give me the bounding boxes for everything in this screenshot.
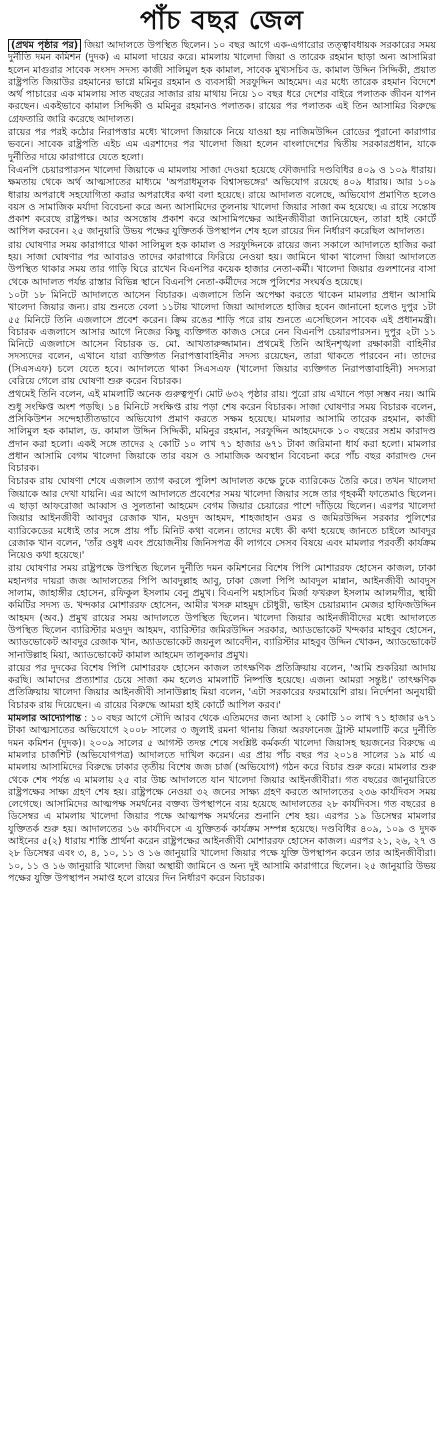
paragraph: প্রথমেই তিনি বলেন, এই মামলাটি অনেক গুরুত্বপূর্ণ। মোট ৬৩২ পৃষ্ঠার রায়। পুরো রায় এখানে পড়া সম্ভব নয়। আমি শুধু সংক্ষিপ্ত অংশ পড়ছি। ১৪ মিনিটে সংক্ষিপ্ত রায় পড়া শেষ করেন বিচারক। সাজা ঘোষণার সময় বিচারক বলেন, প্রসিকিউশন সন্দেহাতীতভাবে অভিযোগ প্রমাণ করতে সক্ষম হয়েছে। মামলার আসামি তারেক রহমান, কাজী সালিমুল হক কামাল, ড. কামাল উদ্দিন সিদ্দিকী, মমিনুর রহমান, সরফুদ্দিন আহমেদকে ১০ বছরের সশ্রম কারাদণ্ড প্রদান করা হলো। একই সঙ্গে তাদের ২ কোটি ১০ লাখ ৭১ হাজার ৬৭১ টাকা জরিমানা ধার্য করা হলো। মামলার প্রধান আসামি বেগম খালেদা জিয়াকে তার বয়স ও সামাজিক অবস্থান বিবেচনা করে পাঁচ বছর কারাদণ্ড দেন বিচারক। [8,389,436,475]
paragraph: ১০টা ১৮ মিনিটে আদালতে আসেন বিচারক। এজলাসে তিনি অপেক্ষা করতে থাকেন মামলার প্রধান আসামি খালেদা জিয়ার জন্য। রায় শুনতে বেলা ১১টায় খালেদা জিয়া আদালতে হাজির হবেন জানানো হলেও দুপুর ১টা ৫৫ মিনিটে তিনি এজলাসে প্রবেশ করেন। ক্রিম রঙের শাড়ি পরে রায় শুনতে এসেছিলেন সাবেক এই প্রধানমন্ত্রী। বিচারক এজলাসে আসার আগে নিজের কিছু ব্যক্তিগত কাজও সেরে নেন বিএনপি চেয়ারপারসন। দুপুর ২টা ১১ মিনিটে এজলাসে আসেন বিচারক ড. মো. আখতারুজ্জামান। প্রথমেই তিনি আইনশৃঙ্খলা রক্ষাকারী বাহিনীর সদস্যদের বলেন, এখানে যারা ব্যক্তিগত নিরাপত্তাবাহিনীর সদস্য রয়েছেন, তারা থাকতে পারবেন না। তাদের (সিএসএফ) চলে যেতে হবে। আদালতে থাকা সিএসএফ (খালেদা জিয়ার ব্যক্তিগত নিরাপত্তাবাহিনী) সদস্যরা বেরিয়ে গেলে রায় ঘোষণা শুরু করেন বিচারক। [8,289,436,388]
paragraph-text: জিয়া আদালতে উপস্থিত ছিলেন। ১০ বছর আগে এক-এগারোর তত্ত্বাবধায়ক সরকারের সময় দুর্নীতি দমন কমিশন (দুদক) এ মামলা দায়ের করে। মামলায় খালেদা জিয়া ও তারেক রহমান ছাড়া অন্য আসামিরা হলেন মাগুরার সাবেক সংসদ সদস্য কাজী সালিমুল হক কামাল, সাবেক মুখ্যসচিব ড. কামাল উদ্দিন সিদ্দিকী, প্রয়াত রাষ্ট্রপতি জিয়াউর রহমানের ভাগ্নে মমিনুর রহমান ও ব্যবসায়ী সরফুদ্দিন আহমেদ। এর মধ্যে তারেক রহমান বিদেশে অর্থ পাচারের এক মামলায় সাত বছরের সাজার রায় মাথায় নিয়ে ১০ বছর ধরে দেশের বাইরে পলাতক জীবন যাপন করছেন। একইভাবে কামাল সিদ্দিকী ও মমিনুর রহমানও পলাতক। রায়ের পর পলাতক এই তিন আসামির বিরুদ্ধে গ্রেফতারি জারি করেছে আদালত। [8,40,436,125]
paragraph: রায়ের পর দুদকের বিশেষ পিপি মোশাররফ হোসেন কাজল তাৎক্ষণিক প্রতিক্রিয়ায় বলেন, 'আমি শুকরিয়া আদায় করছি। আমাদের প্রত্যাশার চেয়ে সাজা কম হলেও মামলাটি নিষ্পত্তি হয়েছে। এজন্য আমরা সন্তুষ্ট।' তাৎক্ষণিক প্রতিক্রিয়ায় খালেদা জিয়ার আইনজীবী সানাউল্লাহ মিয়া বলেন, 'এটা সরকারের ফরমায়েশি রায়। নির্দেশনা অনুযায়ী বিচারক রায় দিয়েছেন। এ রায়ের বিরুদ্ধে আমরা হাই কোর্টে আপিল করব।' [8,662,436,711]
chronology-text: : ১০ বছর আগে সৌদি আরব থেকে এতিমদের জন্য আসা ২ কোটি ১০ লাখ ৭১ হাজার ৬৭১ টাকা আত্মসাতের অভিযোগে ২০০৮ সালের ৩ জুলাই রমনা থানায় জিয়া অরফানেজ ট্রাস্ট মামলাটি করে দুর্নীতি দমন কমিশন (দুদক)। ২০০৯ সালের ৫ আগস্ট তদন্ত শেষে সংশ্লিষ্ট কর্মকর্তা খালেদা জিয়াসহ ছয়জনের বিরুদ্ধে এ মামলার চার্জশিট (অভিযোগপত্র) আদালতে দাখিল করেন। এর প্রায় পাঁচ বছর পর ২০১৪ সালের ১৯ মার্চ এ মামলায় আসামিদের বিরুদ্ধে ঢাকার তৃতীয় বিশেষ জজ চার্জ (অভিযোগ) গঠন করে বিচার শুরু করে। মামলার শুরু থেকে শেষ পর্যন্ত এ মামলায় ২৫ বার উচ্চ আদালতে যান খালেদা জিয়ার আইনজীবীরা। গত বছরের জানুয়ারিতে রাষ্ট্রপক্ষের সাক্ষ্য গ্রহণ শেষ হয়। রাষ্ট্রপক্ষে নেওয়া ৩২ জনের সাক্ষ্য গ্রহণ করতে আদালতের ২৩৬ কার্যদিবস সময় লেগেছে। আসামিদের আত্মপক্ষ সমর্থনের বক্তব্য উপস্থাপনে ব্যয় হয়েছে আদালতের ২৮ কার্যদিবস। গত বছরের ৪ ডিসেম্বর এ মামলায় খালেদা জিয়ার পক্ষে আত্মপক্ষ সমর্থনের শুনানি শেষ হয়। এরপর ১৯ ডিসেম্বর মামলার যুক্তিতর্ক শুরু হয়। আদালতের ১৬ কার্যদিবসে এ যুক্তিতর্ক কার্যক্রম সম্পন্ন হয়েছে। দণ্ডবিধির ৪০৯, ১০৯ ও দুদক আইনের ৫(২) ধারায় শাস্তি প্রার্থনা করেন রাষ্ট্রপক্ষের আইনজীবী মোশাররফ হোসেন কাজল। এরপর ২১, ২৬, ২৭ ও ২৮ ডিসেম্বর এবং ৩, ৪, ১০, ১১ ও ১৬ জানুয়ারি খালেদা জিয়ার পক্ষে যুক্তি উপস্থাপন করেন তার আইনজীবীরা। ১০, ১১ ও ১৬ জানুয়ারি খালেদা জিয়া অস্থায়ী জামিনে ও অন্য দুই আসামি কারাগারে ছিলেন। ২৫ জানুয়ারি উভয় পক্ষের যুক্তি উপস্থাপন সমাপ্ত হলে রায়ের দিন নির্ধারণ করেন বিচারক। [8,713,436,884]
continued-tag: (প্রথম পৃষ্ঠার পর) [8,39,81,52]
paragraph: রায় ঘোষণার সময় কারাগারে থাকা সালিমুল হক কামাল ও সরফুদ্দিনকে রায়ের জন্য সকালে আদালতে হাজির করা হয়। সাজা ঘোষণার পর আবারও তাদের কারাগারে ফিরিয়ে নেওয়া হয়। জামিনে থাকা খালেদা জিয়া আদালতে উপস্থিত থাকার সময় তার গাড়ি ঘিরে রাখেন বিএনপির কয়েক হাজার নেতা-কর্মী। খালেদা জিয়ার গুলশানের বাসা থেকে আদালত পর্যন্ত রাস্তার বিভিন্ন স্থানে বিএনপি নেতা-কর্মীদের সঙ্গে পুলিশের সংঘর্ষও হয়েছে। [8,239,436,288]
paragraph [8,713,436,885]
paragraph: রায়ের পর পরই কঠোর নিরাপত্তার মধ্যে খালেদা জিয়াকে নিয়ে যাওয়া হয় নাজিমউদ্দিন রোডের পুরানো কারাগার ভবনে। সাবেক রাষ্ট্রপতি এইচ এম এরশাদের পর খালেদা জিয়া হলেন বাংলাদেশের দ্বিতীয় সরকারপ্রধান, যাকে দুর্নীতির দায়ে কারাগারে যেতে হলো। [8,127,436,163]
chronology-heading: মামলার আদ্যোপান্ত [8,713,82,725]
article-body [8,40,436,885]
paragraph [8,40,436,126]
paragraph: রায় ঘোষণার সময় রাষ্ট্রপক্ষে উপস্থিত ছিলেন দুর্নীতি দমন কমিশনের বিশেষ পিপি মোশাররফ হোসেন কাজল, ঢাকা মহানগর দায়রা জজ আদালতের পিপি আবদুল্লাহ আবু, ঢাকা জেলা পিপি আবদুল মান্নান, আইনজীবী আবদুস সালাম, জাহাঙ্গীর হোসেন, রফিকুল ইসলাম বেনু প্রমুখ। বিএনপি মহাসচিব মির্জা ফখরুল ইসলাম আলমগীর, স্থায়ী কমিটির সদস্য ড. খন্দকার মোশাররফ হোসেন, আমীর খসরু মাহমুদ চৌধুরী, ভাইস চেয়ারম্যান মেজর হাফিজউদ্দিন আহমদ (অব.) প্রমুখ রায়ের সময় আদালতে উপস্থিত ছিলেন। খালেদা জিয়ার আইনজীবীদের মধ্যে আদালতে উপস্থিত ছিলেন ব্যারিস্টার মওদুদ আহমদ, ব্যারিস্টার জমিরউদ্দিন সরকার, অ্যাডভোকেট খন্দকার মাহবুব হোসেন, অ্যাডভোকেট আবদুর রেজাক খান, অ্যাডভোকেট জয়নুল আবেদীন, ব্যারিস্টার মাহবুব উদ্দিন খোকন, অ্যাডভোকেট সানাউল্লাহ মিয়া, অ্যাডভোকেট কামাল আহমেদ তালুকদার প্রমুখ। [8,563,436,661]
paragraph: বিএনপি চেয়ারপারসন খালেদা জিয়াকে এ মামলায় সাজা দেওয়া হয়েছে ফৌজদারি দণ্ডবিধির ৪০৯ ও ১০৯ ধারায়। ক্ষমতায় থেকে অর্থ আত্মসাতের মাধ্যমে 'অপরাধমূলক বিশ্বাসভঙ্গের' অভিযোগ রয়েছে ৪০৯ ধারায়। আর ১০৯ ধারায় অপরাধে সহযোগিতা করার অপরাধের কথা বলা হয়েছে। রায়ে আদালত বলেছে, অভিযোগ প্রমাণিত হলেও বয়স ও সামাজিক মর্যাদা বিবেচনা করে অন্য আসামিদের তুলনায় খালেদা জিয়ার সাজা কম হয়েছে। এ রায়ে সন্তোষ প্রকাশ করেছে রাষ্ট্রপক্ষ। আর অসন্তোষ প্রকাশ করে আসামিপক্ষের আইনজীবীরা জানিয়েছেন, তারা হাই কোর্টে আপিল করবেন। ২৫ জানুয়ারি উভয় পক্ষের যুক্তিতর্ক উপস্থাপন শেষ হলে রায়ের দিন নির্ধারণ করেছিল আদালত। [8,164,436,238]
paragraph: বিচারক রায় ঘোষণা শেষে এজলাস ত্যাগ করলে পুলিশ আদালত কক্ষে ঢুকে ব্যারিকেড তৈরি করে। তখন খালেদা জিয়াকে আর দেখা যায়নি। এর আগে আদালতে প্রবেশের সময় খালেদা জিয়ার সঙ্গে তার গৃহকর্মী ফাতেমাও ছিলেন। এ ছাড়া আফরোজা আব্বাস ও সুলতানা আহমেদ বেগম জিয়ার চেয়ারের পাশে দাঁড়িয়ে ছিলেন। এরপর খালেদা জিয়ার আইনজীবী আবদুর রেজাক খান, মওদুদ আহমদ, শাহজাহান ওমর ও জমিরউদ্দিন সরকার পুলিশের ব্যারিকেডের মধ্যেই তার সঙ্গে প্রায় পাঁচ মিনিট কথা বলেন। তাদের মধ্যে কী কথা হয়েছে জানতে চাইলে আবদুর রেজাক খান বলেন, 'তাঁর ওষুধ এবং প্রয়োজনীয় জিনিসপত্র কী লাগবে সেসব বিষয়ে এবং মামলার পরবর্তী কার্যক্রম নিয়েও কথা হয়েছে।' [8,476,436,562]
headline: পাঁচ বছর জেল [139,6,305,36]
